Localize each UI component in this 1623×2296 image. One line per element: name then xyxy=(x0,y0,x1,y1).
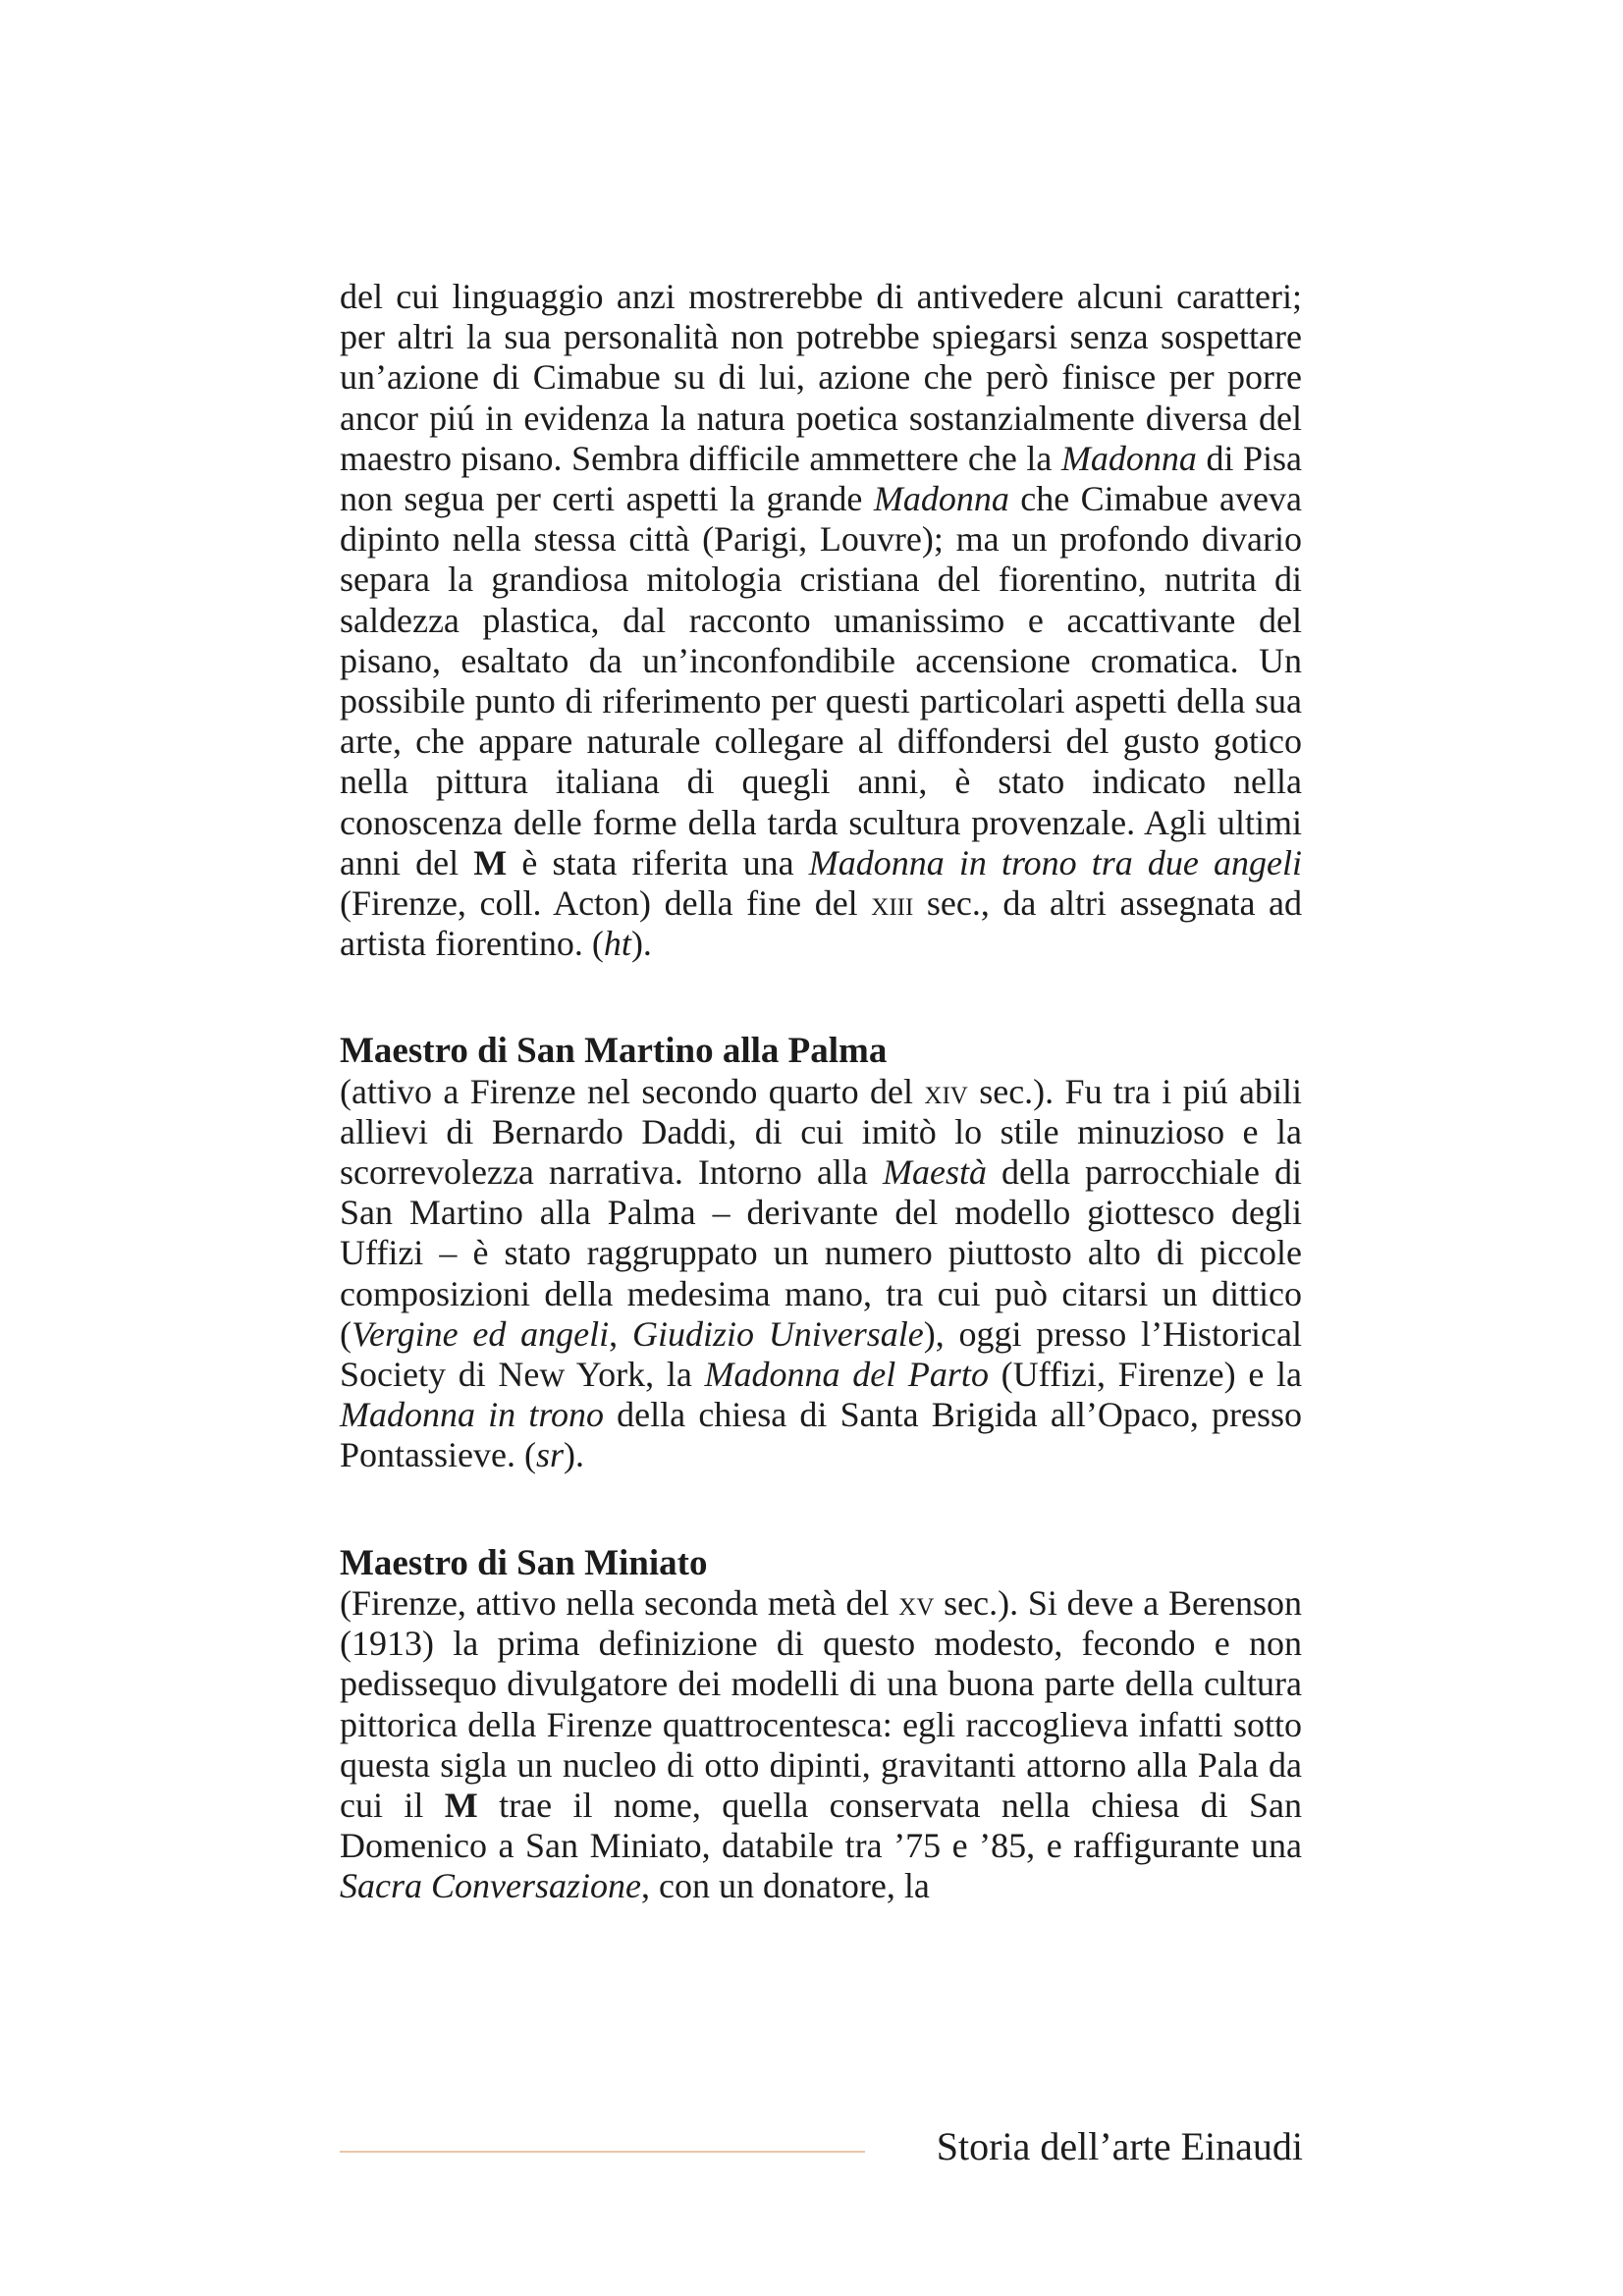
footer-publisher-title: Storia dell’arte Einaudi xyxy=(936,2124,1303,2168)
page-body xyxy=(340,277,1302,1907)
entry-paragraph-san-miniato: (Firenze, attivo nella seconda metà del xv sec.). Si deve a Berenson (1913) la prima definizione di questo modesto, fecondo e non pedissequo divulgatore dei modelli di una buona parte della cultura pittorica della Firenze quattrocentesca: egli raccoglieva infatti sotto questa sigla un nucleo di otto dipinti, gravitanti attorno alla Pala da cui il M trae il nome, quella conservata nella chiesa di San Domenico a San Miniato, databile tra ’75 e ’85, e raffigurante una Sacra Conversazione, con un donatore, la xyxy=(340,1582,1303,1906)
entry-heading-san-martino: Maestro di San Martino alla Palma xyxy=(340,1031,888,1072)
entry-heading-san-miniato: Maestro di San Miniato xyxy=(340,1542,708,1583)
intro-paragraph: del cui linguaggio anzi mostrerebbe di antivedere alcuni caratteri; per altri la sua personalità non potrebbe spiegarsi senza sospettare un’azione di Cimabue su di lui, azione che però finisce per porre ancor piú in evidenza la natura poetica sostanzialmente diversa del maestro pisano. Sembra difficile ammettere che la Madonna di Pisa non segua per certi aspetti la grande Madonna che Cimabue aveva dipinto nella stessa città (Parigi, Louvre); ma un profondo divario separa la grandiosa mitologia cristiana del fiorentino, nutrita di saldezza plastica, dal racconto umanissimo e accattivante del pisano, esaltato da un’inconfondibile accensione cromatica. Un possibile punto di riferimento per questi particolari aspetti della sua arte, che appare naturale collegare al diffondersi del gusto gotico nella pittura italiana di quegli anni, è stato indicato nella conoscenza delle forme della tarda scultura provenzale. Agli ultimi anni del M è stata riferita una Madonna in trono tra due angeli (Firenze, coll. Acton) della fine del xiii sec., da altri assegnata ad artista fiorentino. (ht). xyxy=(340,277,1302,964)
entry-paragraph-san-martino: (attivo a Firenze nel secondo quarto del xiv sec.). Fu tra i piú abili allievi di Bernardo Daddi, di cui imitò lo stile minuzioso e la scorrevolezza narrativa. Intorno alla Maestà della parrocchiale di San Martino alla Palma – derivante del modello giottesco degli Uffizi – è stato raggruppato un numero piuttosto alto di piccole composizioni della medesima mano, tra cui può citarsi un dittico (Vergine ed angeli, Giudizio Universale), oggi presso l’Historical Society di New York, la Madonna del Parto (Uffizi, Firenze) e la Madonna in trono della chiesa di Santa Brigida all’Opaco, presso Pontassieve. (sr). xyxy=(340,1071,1303,1475)
footer-rule xyxy=(340,2151,865,2153)
